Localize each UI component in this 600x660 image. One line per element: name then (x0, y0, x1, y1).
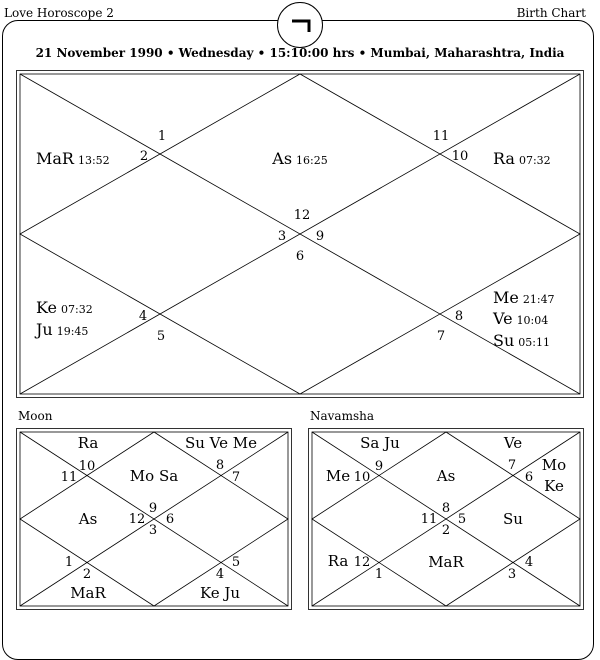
rasi-sign-number: 11 (432, 129, 450, 144)
moon-sign-number: 12 (128, 512, 146, 527)
moon-sign-number: 10 (78, 459, 96, 474)
navamsha-planet-mo: Mo (541, 456, 567, 474)
moon-sign-number: 1 (64, 555, 74, 570)
navamsha-sign-number: 5 (457, 512, 467, 527)
navamsha-sign-number: 6 (524, 470, 534, 485)
moon-sign-number: 8 (215, 458, 225, 473)
rasi-planet-name: As (272, 149, 293, 168)
moon-sign-number: 4 (215, 567, 225, 582)
rasi-planet-degree: 07:32 (61, 303, 93, 316)
rasi-planet-degree: 05:11 (518, 336, 550, 349)
rasi-planet-degree: 21:47 (522, 293, 555, 306)
navamsha-planets: Ra (327, 552, 349, 570)
rasi-sign-number: 10 (451, 149, 469, 164)
navamsha-planets: Su (503, 510, 523, 528)
rasi-house-right-planets (16, 70, 584, 398)
moon-planets: Ke Ju (199, 584, 241, 602)
rasi-planet-degree: 10:04 (516, 314, 549, 327)
navamsha-planet-ke: Ke (544, 477, 564, 495)
rasi-planet-degree: 19:45 (56, 325, 89, 338)
navamsha-house-11-planets (542, 456, 566, 495)
app-title: Love Horoscope 2 (4, 6, 114, 20)
navamsha-sign-number: 3 (507, 567, 517, 582)
rasi-sign-number: 3 (277, 229, 287, 244)
rasi-sign-number: 6 (295, 249, 305, 264)
navamsha-sign-number: 2 (441, 523, 451, 538)
navamsha-planets: Me (325, 467, 351, 485)
rasi-sign-number: 8 (454, 309, 464, 324)
rasi-sign-number: 4 (138, 309, 148, 324)
rasi-sign-number: 5 (156, 329, 166, 344)
rasi-planet-name: Ra (493, 149, 515, 168)
rasi-sign-number: 7 (436, 329, 446, 344)
rasi-sign-number: 1 (157, 129, 167, 144)
rasi-sign-number: 9 (315, 229, 325, 244)
navamsha-chart (308, 428, 584, 610)
navamsha-sign-number: 12 (353, 555, 371, 570)
navamsha-sign-number: 8 (441, 501, 451, 516)
rasi-planet-name: Ke (36, 298, 57, 317)
rasi-planet-name: Me (493, 288, 519, 307)
navamsha-planets: Ve (503, 434, 523, 452)
navamsha-sign-number: 7 (507, 458, 517, 473)
moon-sign-number: 9 (148, 501, 158, 516)
rasi-planet-degree: 07:32 (518, 154, 551, 167)
rasi-planet-degree: 16:25 (296, 154, 328, 167)
brand-logo (277, 2, 323, 48)
logo-glyph-icon (278, 3, 324, 49)
navamsha-sign-number: 4 (524, 555, 534, 570)
birth-details: 21 November 1990 • Wednesday • 15:10:00 hrs • Mumbai, Maharashtra, India (35, 46, 565, 60)
moon-planets: As (78, 510, 98, 528)
navamsha-planets: Sa Ju (360, 434, 400, 452)
moon-sign-number: 3 (148, 523, 158, 538)
navamsha-planets: As (436, 467, 456, 485)
navamsha-sign-number: 9 (374, 459, 384, 474)
moon-planets: Su Ve Me (184, 434, 258, 452)
rasi-planet-name: MaR (36, 149, 74, 168)
navamsha-chart-title: Navamsha (310, 409, 375, 423)
rasi-planet-name: Su (493, 331, 515, 350)
moon-planets: Mo Sa (129, 467, 179, 485)
navamsha-planets: MaR (428, 553, 464, 571)
moon-sign-number: 5 (231, 555, 241, 570)
rasi-planet-degree: 13:52 (77, 154, 110, 167)
moon-planets: Ra (77, 434, 99, 452)
moon-planets: MaR (70, 584, 106, 602)
moon-sign-number: 2 (82, 567, 92, 582)
moon-chart (16, 428, 292, 610)
rasi-planet-name: Ve (493, 309, 513, 328)
navamsha-sign-number: 10 (353, 470, 371, 485)
navamsha-sign-number: 11 (420, 512, 438, 527)
moon-sign-number: 7 (231, 470, 241, 485)
moon-chart-title: Moon (18, 409, 53, 423)
navamsha-sign-number: 1 (374, 567, 384, 582)
rasi-sign-number: 12 (293, 208, 311, 223)
chart-type-label: Birth Chart (516, 6, 586, 20)
moon-sign-number: 11 (60, 470, 78, 485)
rasi-sign-number: 2 (139, 149, 149, 164)
rasi-planet-name: Ju (36, 320, 53, 339)
moon-sign-number: 6 (165, 512, 175, 527)
